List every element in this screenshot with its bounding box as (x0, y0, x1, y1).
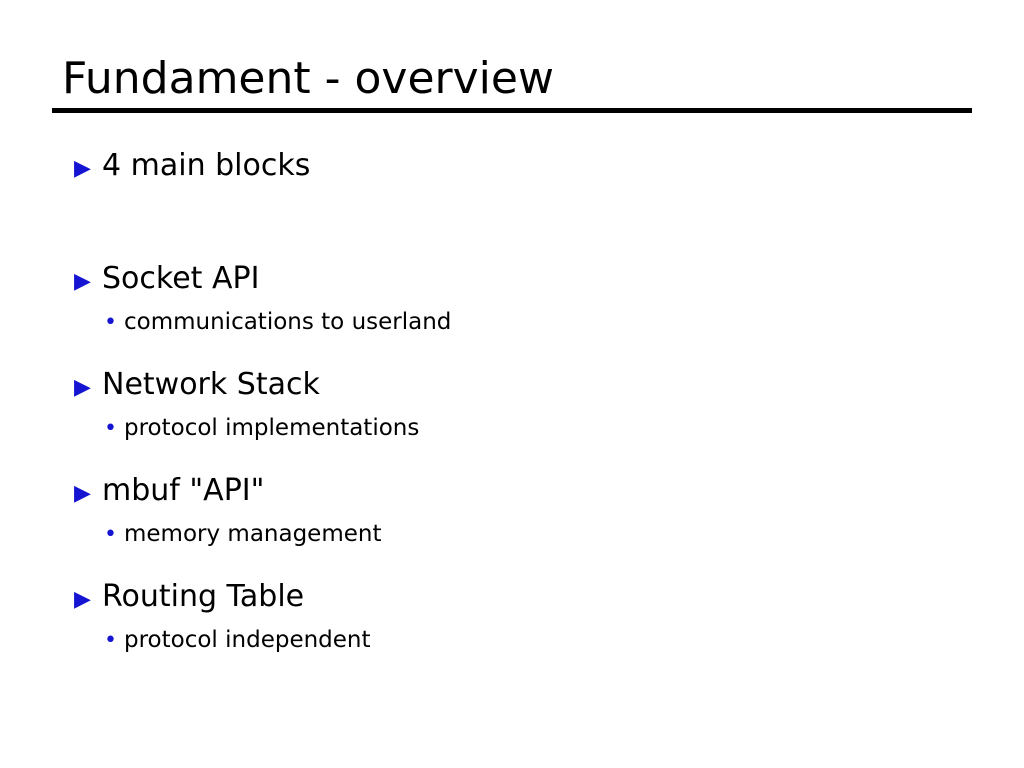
triangle-bullet-icon: ▶ (74, 375, 91, 400)
sub-bullet-label: memory management (124, 521, 382, 547)
bullet-item-level1 (74, 146, 984, 189)
triangle-bullet-icon: ▶ (74, 481, 91, 506)
bullet-group (74, 577, 984, 657)
bullet-group (74, 259, 984, 339)
bullet-label: mbuf "API" (102, 473, 265, 508)
spacer (74, 189, 984, 233)
bullet-label: 4 main blocks (102, 148, 311, 183)
bullet-item-level2 (74, 412, 984, 445)
sub-bullet-label: protocol implementations (124, 415, 420, 441)
bullet-item-level1 (74, 259, 984, 302)
bullet-label: Socket API (102, 261, 260, 296)
sub-bullet-list (74, 624, 984, 657)
dot-bullet-icon: • (104, 416, 117, 441)
page-title: Fundament - overview (62, 53, 554, 104)
bullet-item-level2 (74, 624, 984, 657)
sub-bullet-label: protocol independent (124, 627, 371, 653)
bullet-group (74, 365, 984, 445)
triangle-bullet-icon: ▶ (74, 269, 91, 294)
dot-bullet-icon: • (104, 522, 117, 547)
dot-bullet-icon: • (104, 310, 117, 335)
sub-bullet-list (74, 518, 984, 551)
title-divider (52, 108, 972, 113)
dot-bullet-icon: • (104, 628, 117, 653)
sub-bullet-list (74, 412, 984, 445)
bullet-item-level1 (74, 577, 984, 620)
bullet-item-level2 (74, 306, 984, 339)
triangle-bullet-icon: ▶ (74, 156, 91, 181)
bullet-item-level1 (74, 365, 984, 408)
bullet-label: Routing Table (102, 579, 305, 614)
bullet-group (74, 146, 984, 233)
slide-body (74, 146, 984, 657)
bullet-label: Network Stack (102, 367, 320, 402)
sub-bullet-label: communications to userland (124, 309, 452, 335)
triangle-bullet-icon: ▶ (74, 587, 91, 612)
bullet-group (74, 471, 984, 551)
bullet-item-level1 (74, 471, 984, 514)
sub-bullet-list (74, 306, 984, 339)
bullet-item-level2 (74, 518, 984, 551)
